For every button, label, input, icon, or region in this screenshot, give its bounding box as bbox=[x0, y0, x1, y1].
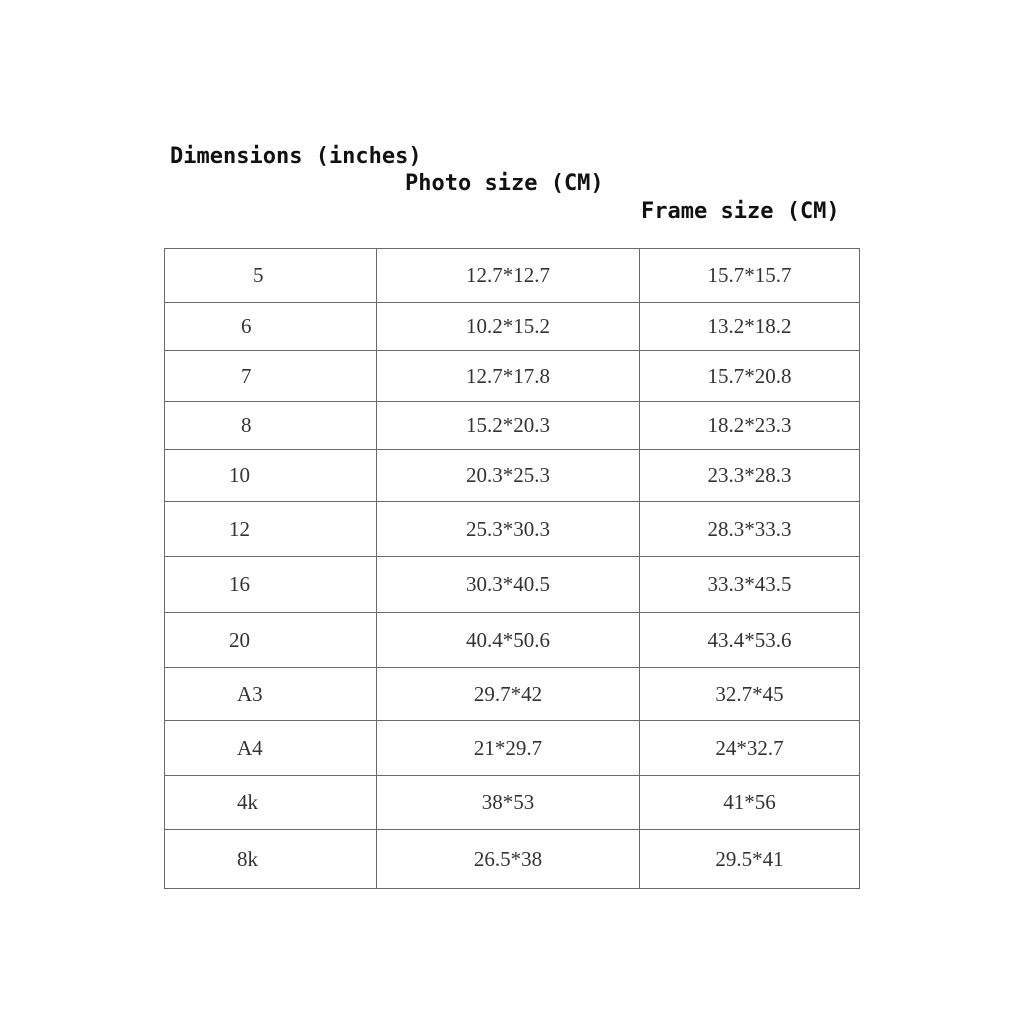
dimension-cell bbox=[165, 557, 377, 613]
photo-size-cell: 15.2*20.3 bbox=[377, 402, 640, 450]
frame-size-cell: 32.7*45 bbox=[640, 668, 860, 721]
dimension-value: 10 bbox=[229, 463, 250, 487]
dimension-value: 4k bbox=[237, 790, 258, 814]
table-row bbox=[165, 450, 860, 502]
frame-size-cell: 28.3*33.3 bbox=[640, 502, 860, 557]
frame-size-cell: 24*32.7 bbox=[640, 721, 860, 776]
table-row bbox=[165, 249, 860, 303]
dimension-cell bbox=[165, 776, 377, 830]
dimension-value: 16 bbox=[229, 572, 250, 596]
size-table bbox=[164, 248, 860, 889]
table-row bbox=[165, 303, 860, 351]
photo-size-cell: 21*29.7 bbox=[377, 721, 640, 776]
dimension-value: 7 bbox=[241, 363, 252, 388]
frame-size-cell: 23.3*28.3 bbox=[640, 450, 860, 502]
frame-size-cell: 18.2*23.3 bbox=[640, 402, 860, 450]
dimension-cell bbox=[165, 450, 377, 502]
dimension-value: 6 bbox=[241, 314, 252, 338]
frame-size-cell: 43.4*53.6 bbox=[640, 613, 860, 668]
photo-size-cell: 40.4*50.6 bbox=[377, 613, 640, 668]
photo-size-cell: 26.5*38 bbox=[377, 830, 640, 889]
dimensions-header: Dimensions (inches) bbox=[170, 144, 422, 169]
table-row bbox=[165, 668, 860, 721]
photo-size-header: Photo size (CM) bbox=[405, 171, 604, 196]
table-row bbox=[165, 613, 860, 668]
dimension-value: 20 bbox=[229, 627, 250, 652]
dimension-value: A3 bbox=[237, 681, 263, 706]
frame-size-cell: 29.5*41 bbox=[640, 830, 860, 889]
dimension-cell bbox=[165, 613, 377, 668]
dimension-cell bbox=[165, 303, 377, 351]
frame-size-cell: 41*56 bbox=[640, 776, 860, 830]
table-row bbox=[165, 776, 860, 830]
dimension-value: 8k bbox=[237, 846, 258, 871]
frame-size-cell: 15.7*20.8 bbox=[640, 351, 860, 402]
table-row bbox=[165, 557, 860, 613]
table-row bbox=[165, 351, 860, 402]
frame-size-cell: 33.3*43.5 bbox=[640, 557, 860, 613]
photo-size-cell: 10.2*15.2 bbox=[377, 303, 640, 351]
dimension-cell bbox=[165, 402, 377, 450]
dimension-value: 12 bbox=[229, 516, 250, 541]
dimension-cell bbox=[165, 351, 377, 402]
dimension-cell bbox=[165, 502, 377, 557]
photo-size-cell: 38*53 bbox=[377, 776, 640, 830]
dimension-value: 8 bbox=[241, 413, 252, 437]
dimension-cell bbox=[165, 668, 377, 721]
table-row bbox=[165, 721, 860, 776]
photo-size-cell: 25.3*30.3 bbox=[377, 502, 640, 557]
frame-size-cell: 15.7*15.7 bbox=[640, 249, 860, 303]
photo-size-cell: 29.7*42 bbox=[377, 668, 640, 721]
table-row bbox=[165, 830, 860, 889]
size-table-body bbox=[165, 249, 860, 889]
frame-size-header: Frame size (CM) bbox=[641, 199, 840, 224]
dimension-cell bbox=[165, 721, 377, 776]
table-row bbox=[165, 502, 860, 557]
frame-size-cell: 13.2*18.2 bbox=[640, 303, 860, 351]
dimension-value: A4 bbox=[237, 735, 263, 760]
dimension-value: 5 bbox=[253, 263, 264, 287]
table-row bbox=[165, 402, 860, 450]
photo-size-cell: 12.7*17.8 bbox=[377, 351, 640, 402]
dimension-cell bbox=[165, 249, 377, 303]
photo-size-cell: 20.3*25.3 bbox=[377, 450, 640, 502]
dimension-cell bbox=[165, 830, 377, 889]
photo-size-cell: 12.7*12.7 bbox=[377, 249, 640, 303]
photo-size-cell: 30.3*40.5 bbox=[377, 557, 640, 613]
